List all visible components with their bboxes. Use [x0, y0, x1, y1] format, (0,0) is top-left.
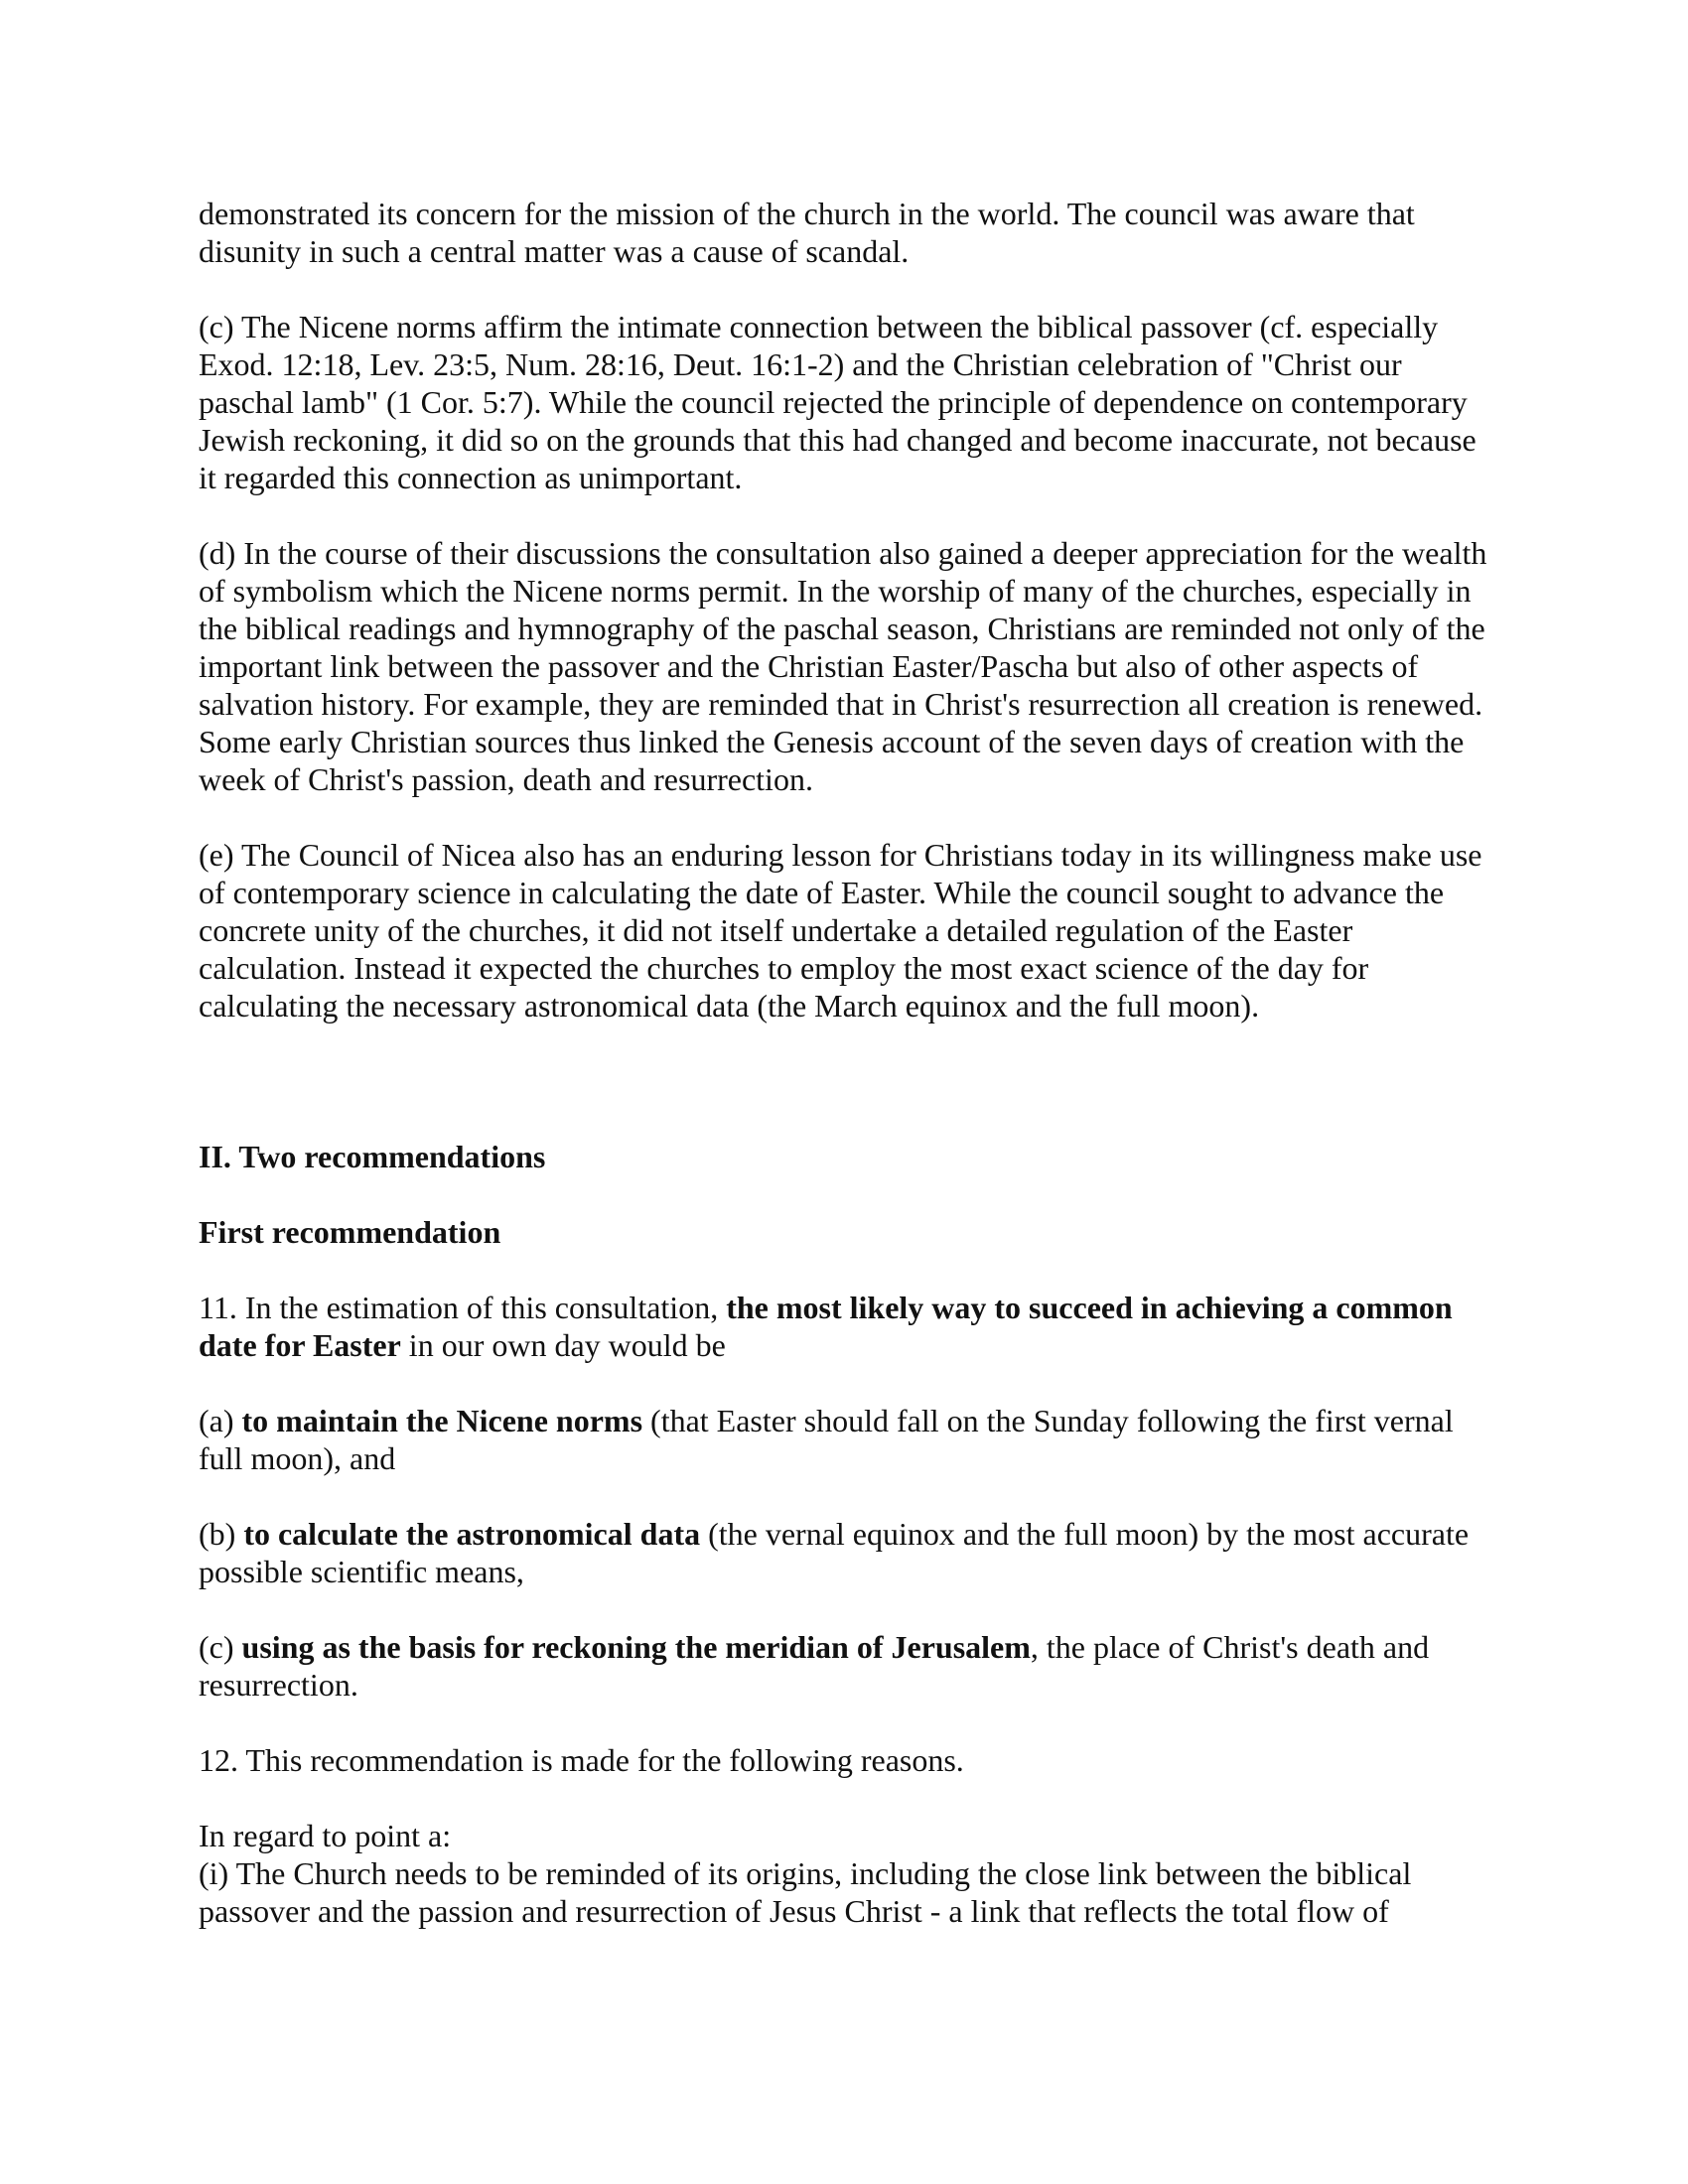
- section-spacer: [199, 1062, 1489, 1138]
- paragraph-12: 12. This recommendation is made for the following reasons.: [199, 1742, 964, 1778]
- paragraph-11-suffix: in our own day would be: [400, 1327, 726, 1363]
- recommendation-b-suffix: (the vernal equinox and the full moon) by the most accurate possible scientific means,: [199, 1516, 1470, 1589]
- recommendation-a: [199, 1402, 1489, 1477]
- subheading-first-recommendation: First recommendation: [199, 1214, 501, 1250]
- document-page: [199, 195, 1489, 1968]
- recommendation-c-prefix: (c): [199, 1629, 242, 1665]
- paragraph-11-prefix: 11. In the estimation of this consultation,: [199, 1290, 727, 1325]
- recommendation-b: [199, 1515, 1489, 1590]
- continued-paragraph: demonstrated its concern for the mission of the church in the world. The council was aware that disunity in such a central matter was a cause of scandal.: [199, 196, 1415, 269]
- regard-point-a: In regard to point a:: [199, 1818, 452, 1853]
- reason-i: (i) The Church needs to be reminded of its origins, including the close link between the biblical passover and the passion and resurrection of Jesus Christ - a link that reflects the total flow of: [199, 1855, 1412, 1929]
- recommendation-c-suffix: , the place of Christ's death and resurrection.: [199, 1629, 1430, 1703]
- paragraph-11: [199, 1289, 1489, 1364]
- recommendation-a-emphasis: to maintain the Nicene norms: [241, 1403, 643, 1438]
- recommendation-b-prefix: (b): [199, 1516, 244, 1552]
- recommendation-c-emphasis: using as the basis for reckoning the meridian of Jerusalem: [241, 1629, 1031, 1665]
- recommendation-b-emphasis: to calculate the astronomical data: [243, 1516, 701, 1552]
- paragraph-point-d: (d) In the course of their discussions the consultation also gained a deeper appreciation for the wealth of symbolism which the Nicene norms permit. In the worship of many of the churches, especially in the biblical readings and hymnography of the paschal season, Christians are reminded not only of the important link between the passover and the Christian Easter/Pascha but also of other aspects of salvation history. For example, they are reminded that in Christ's resurrection all creation is renewed. Some early Christian sources thus linked the Genesis account of the seven days of creation with the week of Christ's passion, death and resurrection.: [199, 535, 1487, 797]
- paragraph-11-emphasis: the most likely way to succeed in achieving a common date for Easter: [199, 1290, 1453, 1363]
- paragraph-point-e: (e) The Council of Nicea also has an enduring lesson for Christians today in its willingness make use of contemporary science in calculating the date of Easter. While the council sought to advance the concrete unity of the churches, it did not itself undertake a detailed regulation of the Easter calculation. Instead it expected the churches to employ the most exact science of the day for calculating the necessary astronomical data (the March equinox and the full moon).: [199, 837, 1482, 1024]
- paragraph-point-c: (c) The Nicene norms affirm the intimate connection between the biblical passover (cf. especially Exod. 12:18, Lev. 23:5, Num. 28:16, Deut. 16:1-2) and the Christian celebration of "Christ our paschal lamb" (1 Cor. 5:7). While the council rejected the principle of dependence on contemporary Jewish reckoning, it did so on the grounds that this had changed and become inaccurate, not because it regarded this connection as unimportant.: [199, 309, 1477, 495]
- section-heading: II. Two recommendations: [199, 1139, 546, 1174]
- recommendation-c: [199, 1628, 1489, 1704]
- recommendation-a-suffix: (that Easter should fall on the Sunday following the first vernal full moon), and: [199, 1403, 1454, 1476]
- recommendation-a-prefix: (a): [199, 1403, 242, 1438]
